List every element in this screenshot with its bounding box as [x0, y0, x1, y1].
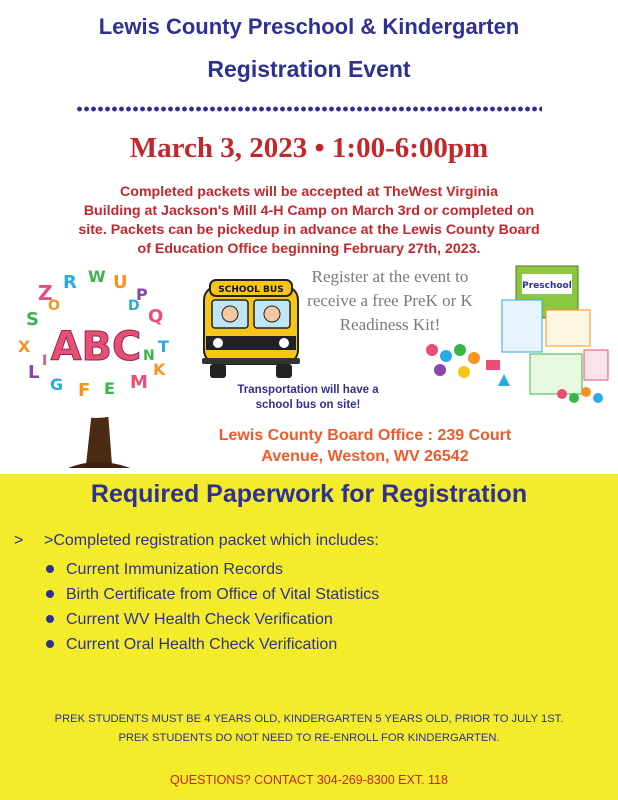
tree-abc-text: ABC: [50, 324, 142, 370]
dotted-divider: [76, 106, 542, 112]
packet-info-line: of Education Office beginning February 27th, 2023.: [137, 241, 481, 257]
transport-note: [208, 383, 408, 413]
list-item-text: Current Oral Health Check Verification: [66, 636, 338, 653]
age-requirement-note: PREK STUDENTS MUST BE 4 YEARS OLD, KINDERGARTEN 5 YEARS OLD, PRIOR TO JULY 1ST.: [54, 713, 564, 725]
packet-info-line: site. Packets can be pickedup in advance at the Lewis County Board: [78, 222, 540, 238]
svg-text:M: M: [130, 372, 148, 393]
svg-text:U: U: [113, 272, 128, 293]
kit-line: receive a free PreK or K: [307, 291, 473, 310]
svg-text:N: N: [143, 348, 155, 364]
list-item: [46, 607, 379, 632]
list-item: [46, 632, 379, 657]
kit-line: Readiness Kit!: [339, 315, 441, 334]
contact-info: QUESTIONS? CONTACT 304-269-8300 EXT. 118: [170, 773, 448, 787]
address-line: Avenue, Weston, WV 26542: [261, 448, 469, 465]
bullet-icon: [46, 615, 54, 623]
event-title-line1: Lewis County Preschool & Kindergarten: [98, 14, 520, 39]
requirements-title: Required Paperwork for Registration: [90, 480, 528, 508]
svg-text:R: R: [63, 272, 77, 293]
svg-text:F: F: [78, 380, 91, 401]
svg-text:W: W: [88, 267, 106, 286]
svg-text:O: O: [48, 298, 60, 314]
svg-text:I: I: [42, 353, 48, 369]
requirements-list: [46, 557, 379, 657]
svg-text:L: L: [28, 362, 40, 383]
list-item-text: Current Immunization Records: [66, 561, 283, 578]
svg-text:G: G: [50, 375, 64, 394]
readiness-kit-illustration: [412, 258, 610, 408]
svg-text:T: T: [158, 337, 169, 356]
packet-info-line: Building at Jackson's Mill 4-H Camp on March 3rd or completed on: [83, 203, 535, 219]
kit-box-label: Preschool: [522, 281, 572, 291]
transport-line: school bus on site!: [255, 399, 361, 411]
svg-text:P: P: [136, 285, 148, 304]
kit-line: Register at the event to: [311, 267, 469, 286]
bus-sign-text: SCHOOL BUS: [218, 285, 284, 295]
bullet-icon: [46, 590, 54, 598]
transport-line: Transportation will have a: [237, 384, 379, 396]
bullet-icon: [46, 640, 54, 648]
packet-info-line: Completed packets will be accepted at TheWest Virginia: [120, 184, 498, 200]
bullet-icon: [46, 565, 54, 573]
svg-text:K: K: [153, 360, 166, 379]
event-date: March 3, 2023 • 1:00-6:00pm: [129, 132, 489, 164]
packet-info: [40, 183, 578, 259]
list-item: [46, 582, 379, 607]
address-line: Lewis County Board Office : 239 Court: [218, 427, 512, 444]
svg-text:D: D: [128, 298, 140, 314]
list-item: [46, 557, 379, 582]
svg-text:E: E: [104, 379, 115, 398]
arrow-marker: >: [14, 532, 24, 549]
packet-label: >Completed registration packet which includes:: [44, 532, 379, 549]
list-item-text: Birth Certificate from Office of Vital Statistics: [66, 586, 380, 603]
svg-text:S: S: [26, 309, 39, 330]
packet-requirement: [14, 532, 379, 550]
list-item-text: Current WV Health Check Verification: [66, 611, 333, 628]
event-title-line2: Registration Event: [207, 56, 411, 82]
board-office-address: [160, 425, 570, 467]
svg-text:Q: Q: [148, 306, 164, 327]
svg-text:Z: Z: [38, 281, 53, 305]
svg-text:X: X: [18, 337, 31, 356]
reenroll-note: PREK STUDENTS DO NOT NEED TO RE-ENROLL FOR KINDERGARTEN.: [118, 732, 500, 744]
